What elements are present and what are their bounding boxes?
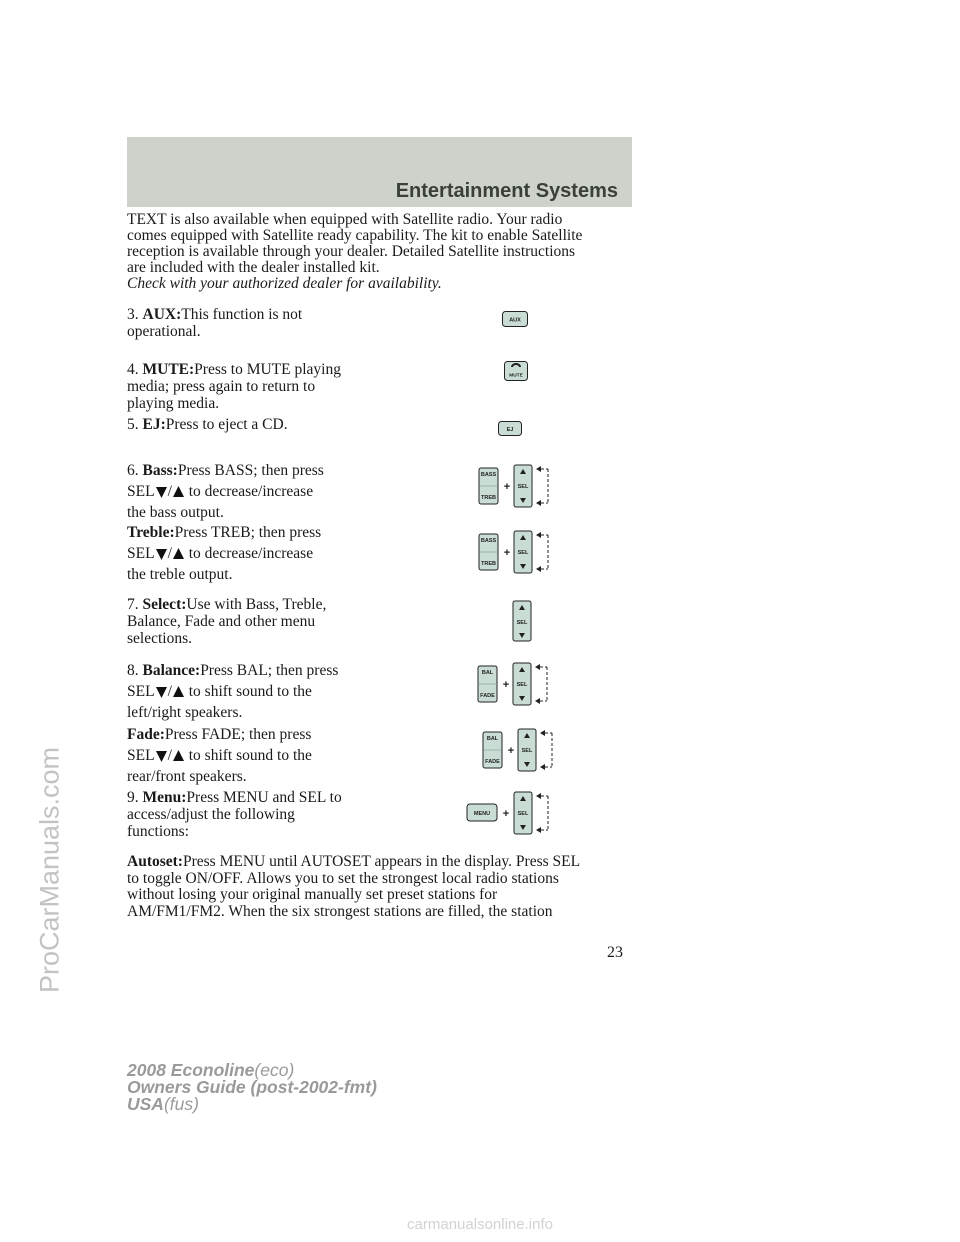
bass-sel-figure [478, 462, 554, 510]
slash: / [167, 747, 172, 764]
item-number: 8. [127, 662, 143, 679]
item-text: This function is not [181, 306, 303, 323]
side-watermark: ProCarManuals.com [34, 746, 65, 994]
up-arrow-icon [173, 486, 184, 498]
bottom-watermark: carmanualsonline.info [407, 1216, 553, 1233]
item-bass [127, 462, 367, 521]
item-text: the bass output. [127, 504, 224, 521]
item-ej [127, 416, 367, 433]
item-text: Press FADE; then press [164, 726, 312, 743]
autoset-text: Press MENU until AUTOSET appears in the display. Press SEL [182, 853, 581, 870]
intro-line: TEXT is also available when equipped with Satellite radio. Your radio [127, 211, 563, 228]
autoset-text: AM/FM1/FM2. When the six strongest stations are filled, the station [127, 902, 553, 920]
item-text: left/right speakers. [127, 704, 243, 721]
item-aux [127, 306, 367, 340]
mute-button-icon [504, 361, 528, 381]
item-text: Press MENU and SEL to [186, 789, 342, 806]
down-arrow-icon [156, 486, 167, 498]
plus-sign: + [502, 679, 510, 691]
item-number: 4. [127, 361, 143, 378]
treble-sel-diagram [478, 528, 554, 576]
item-term: AUX: [142, 306, 182, 323]
item-text: Use with Bass, Treble, [186, 596, 327, 613]
item-term: Fade: [127, 726, 165, 743]
footer-guide: Owners Guide (post-2002-fmt) [127, 1077, 377, 1097]
footer-market-code: (fus) [163, 1094, 199, 1114]
item-text: to shift sound to the [188, 683, 312, 700]
plus-sign: + [503, 481, 511, 493]
autoset-text: without losing your original manually set preset stations for [127, 886, 498, 903]
sel-button-label: SEL [516, 682, 528, 688]
slash: / [167, 483, 172, 500]
item-text: functions: [127, 823, 189, 840]
item-text: rear/front speakers. [127, 768, 247, 785]
bottom-button-label: FADE [485, 759, 500, 765]
item-text: access/adjust the following [127, 806, 295, 823]
item-text: Press TREB; then press [174, 524, 322, 541]
document-footer [127, 1062, 377, 1113]
up-arrow-icon [173, 750, 184, 762]
sel-button-icon [512, 600, 532, 642]
intro-line: reception is available through your dealer. Detailed Satellite instructions [127, 243, 576, 260]
item-number: 6. [127, 462, 143, 479]
sel-button-label: SEL [517, 811, 529, 817]
section-title: Entertainment Systems [395, 180, 618, 202]
item-text: Press to eject a CD. [165, 416, 288, 433]
item-text: the treble output. [127, 566, 233, 583]
bottom-button-label: TREB [481, 561, 496, 567]
menu-button-label: MENU [473, 811, 491, 817]
sel-button-label: SEL [521, 748, 533, 754]
item-term: Bass: [142, 462, 178, 479]
section-header-band [127, 137, 632, 207]
item-text: selections. [127, 630, 192, 647]
menu-sel-diagram [466, 790, 554, 836]
mute-button-label: MUTE [509, 373, 523, 379]
item-text: Balance, Fade and other menu [127, 613, 316, 630]
item-term: Select: [142, 596, 187, 613]
top-button-label: BAL [486, 736, 499, 742]
slash: / [167, 683, 172, 700]
autoset-term: Autoset: [127, 853, 183, 870]
slash: / [167, 545, 172, 562]
menu-sel-figure [466, 790, 554, 836]
balance-sel-figure [477, 660, 553, 708]
intro-line: comes equipped with Satellite ready capability. The kit to enable Satellite [127, 227, 583, 244]
bottom-button-label: TREB [481, 495, 496, 501]
sel-button-label: SEL [517, 550, 529, 556]
availability-note: Check with your authorized dealer for availability. [127, 275, 442, 292]
item-number: 3. [127, 306, 143, 323]
sel-word: SEL [127, 683, 155, 700]
intro-paragraph [127, 212, 632, 292]
item-balance [127, 662, 367, 721]
fade-sel-diagram [482, 726, 558, 774]
item-text: operational. [127, 323, 201, 340]
balance-sel-diagram [477, 660, 553, 708]
item-term: Menu: [142, 789, 187, 806]
footer-code: (eco) [254, 1060, 295, 1080]
item-term: Treble: [127, 524, 175, 541]
autoset-paragraph [127, 854, 632, 920]
footer-market: USA [127, 1094, 164, 1114]
mute-button-figure [504, 361, 528, 381]
treble-sel-figure [478, 528, 554, 576]
item-number: 7. [127, 596, 143, 613]
up-arrow-icon [173, 548, 184, 560]
item-text: Press to MUTE playing [194, 361, 341, 378]
plus-sign: + [503, 547, 511, 559]
item-text: to decrease/increase [188, 483, 314, 500]
plus-sign: + [507, 745, 515, 757]
aux-button-label: AUX [509, 317, 521, 324]
item-text: Press BAL; then press [200, 662, 339, 679]
item-text: playing media. [127, 395, 220, 412]
down-arrow-icon [156, 548, 167, 560]
bottom-button-label: FADE [480, 693, 495, 699]
sel-button-label: SEL [517, 484, 529, 490]
intro-line: are included with the dealer installed kit. [127, 259, 380, 276]
down-arrow-icon [156, 750, 167, 762]
sel-word: SEL [127, 545, 155, 562]
down-arrow-icon [156, 686, 167, 698]
item-text: to decrease/increase [188, 545, 314, 562]
bass-sel-diagram [478, 462, 554, 510]
top-button-label: BASS [480, 472, 497, 478]
page-number: 23 [607, 944, 623, 961]
aux-button-icon [502, 311, 528, 327]
item-term: EJ: [142, 416, 166, 433]
item-number: 9. [127, 789, 143, 806]
eject-button-icon [498, 421, 522, 436]
item-treble [127, 524, 367, 583]
sel-word: SEL [127, 747, 155, 764]
item-number: 5. [127, 416, 143, 433]
plus-sign: + [502, 808, 510, 820]
item-term: MUTE: [142, 361, 195, 378]
aux-button-figure [502, 311, 528, 327]
top-button-label: BAL [481, 670, 494, 676]
item-mute [127, 361, 367, 412]
item-text: to shift sound to the [188, 747, 312, 764]
autoset-text: to toggle ON/OFF. Allows you to set the strongest local radio stations [127, 869, 559, 887]
sel-button-label: SEL [516, 620, 528, 626]
item-text: Press BASS; then press [177, 462, 324, 479]
sel-word: SEL [127, 483, 155, 500]
item-term: Balance: [142, 662, 201, 679]
ej-button-figure [498, 421, 522, 436]
item-menu [127, 789, 367, 840]
select-button-figure [512, 600, 532, 642]
footer-model: 2008 Econoline [127, 1060, 255, 1080]
top-button-label: BASS [480, 538, 497, 544]
item-select [127, 596, 367, 647]
item-text: media; press again to return to [127, 378, 316, 395]
ej-button-label: EJ [506, 427, 514, 433]
up-arrow-icon [173, 686, 184, 698]
item-fade [127, 726, 367, 785]
fade-sel-figure [482, 726, 558, 774]
